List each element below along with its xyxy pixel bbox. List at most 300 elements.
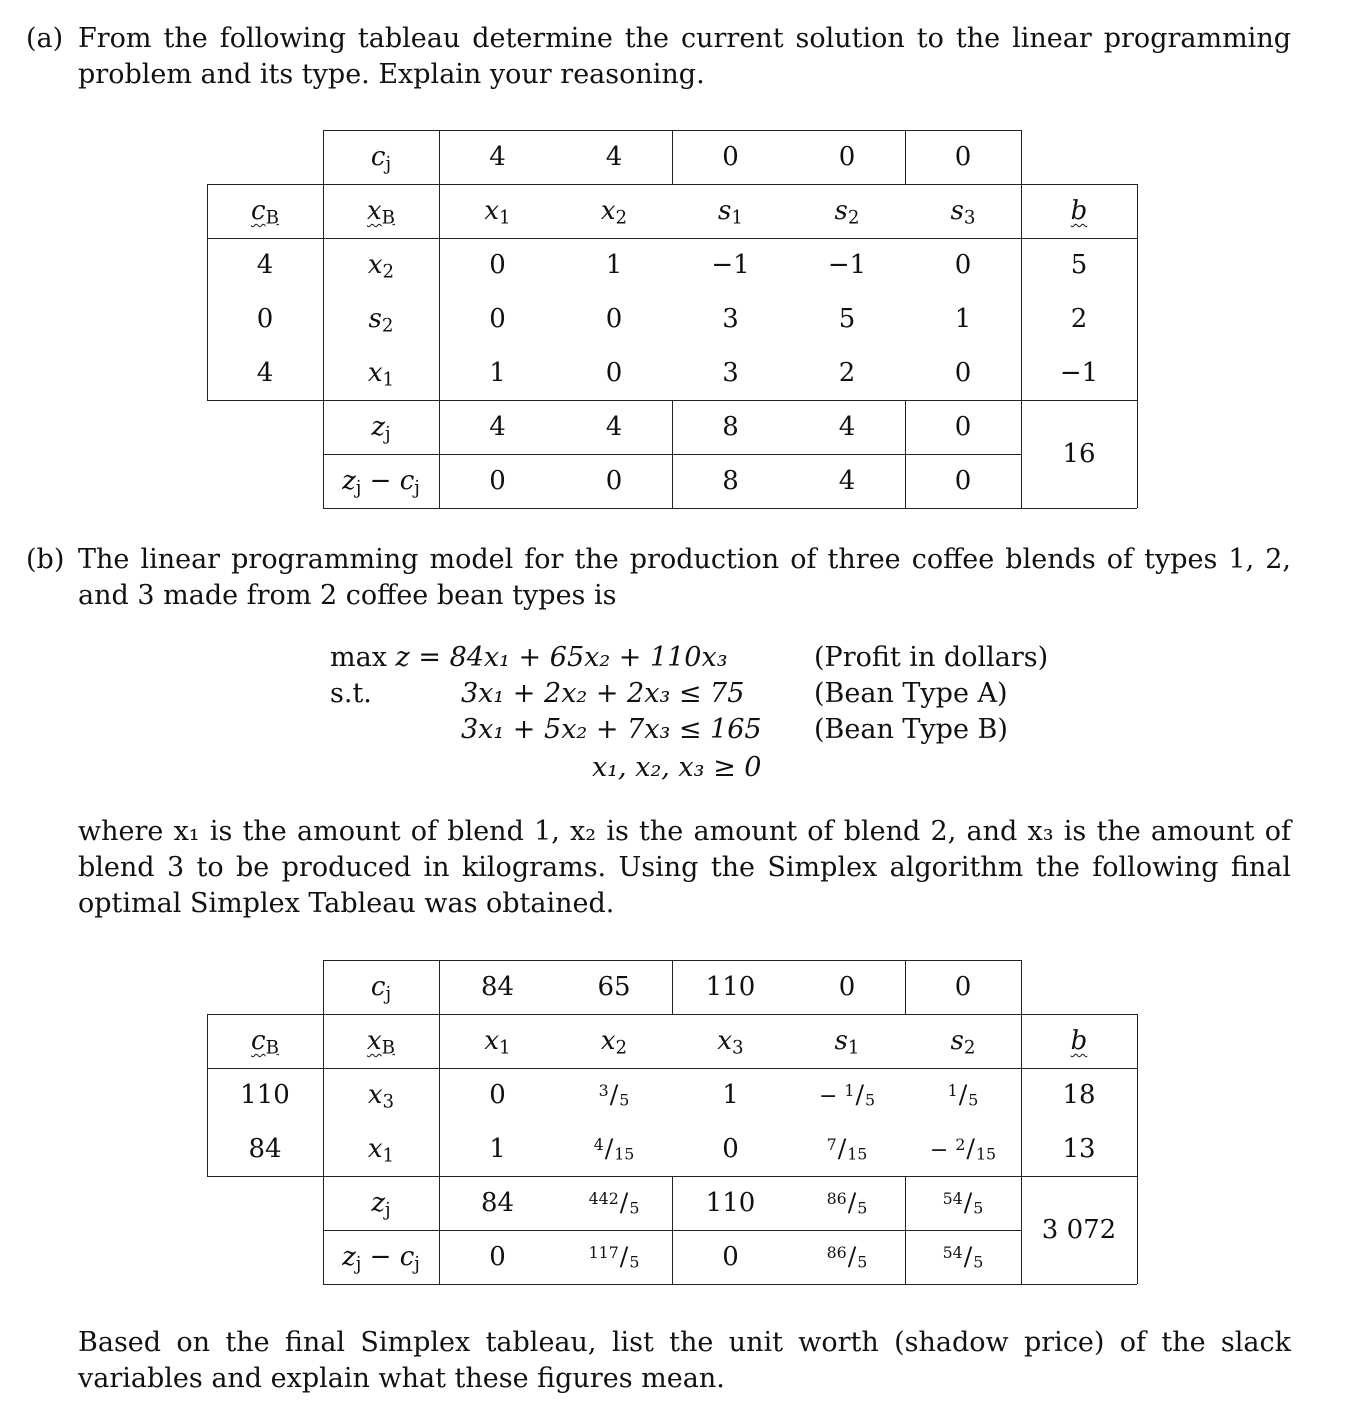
rhs-cell — [1021, 238, 1137, 292]
coefficient-cell — [556, 292, 672, 346]
variable-header — [484, 1026, 511, 1059]
basis-variable-letter: x — [367, 1134, 383, 1164]
grid-line — [439, 130, 440, 508]
coefficient: 0 — [954, 358, 972, 388]
coefficient: 1 — [489, 1134, 506, 1164]
xb-header-cell — [323, 1014, 439, 1068]
cj-label-letter: c — [370, 142, 386, 172]
zj-value — [589, 1188, 640, 1217]
xb-label-subscript: B — [381, 1037, 396, 1059]
cj-value: 0 — [954, 142, 972, 172]
variable-header-subscript: 3 — [963, 207, 976, 229]
zj-cell — [789, 400, 905, 454]
cj-value: 0 — [722, 142, 739, 172]
objective-value: 16 — [1062, 439, 1096, 469]
zj-cj-z — [342, 466, 362, 499]
zj-cell — [672, 1176, 789, 1230]
grid-line — [207, 1014, 1137, 1015]
zj-label — [371, 1188, 391, 1221]
coefficient-slash: / — [837, 1134, 847, 1164]
coefficient-cell — [672, 292, 789, 346]
coefficient: 0 — [722, 1134, 739, 1164]
zj-cj-minus: − — [361, 1242, 400, 1272]
coefficient-cell — [439, 1068, 556, 1122]
cj-label — [370, 972, 392, 1005]
variable-header-cell — [439, 184, 556, 238]
basis-variable-subscript: 1 — [382, 1145, 395, 1167]
zj-cj-z-subscript: j — [355, 1253, 362, 1275]
zj-cj-value: 0 — [489, 466, 506, 496]
coefficient-cell — [789, 238, 905, 292]
coefficient-cell — [905, 238, 1021, 292]
coefficient-cell — [672, 1122, 789, 1176]
zj-value: 8 — [722, 412, 739, 442]
zj-cj-value-denominator: 5 — [629, 1252, 640, 1272]
variable-header-letter: x — [484, 1026, 500, 1056]
grid-line — [905, 960, 906, 1014]
variable-header — [834, 1026, 860, 1059]
zj-cell — [439, 1176, 556, 1230]
cb-cell — [207, 1068, 323, 1122]
basis-variable-subscript: 1 — [382, 369, 395, 391]
zj-cj-value-numerator: 54 — [942, 1243, 963, 1263]
cj-cell — [439, 130, 556, 184]
zj-cj-z-letter: z — [342, 1242, 356, 1272]
cb-value: 84 — [248, 1134, 282, 1164]
cj-label-subscript: j — [385, 983, 392, 1005]
b-label: b — [1070, 1026, 1088, 1056]
coefficient-numerator: 4 — [593, 1135, 604, 1155]
zj-cj-value-slash: / — [619, 1242, 629, 1272]
variable-header — [600, 196, 628, 229]
zj-cj-label-cell — [323, 1230, 439, 1284]
variable-header — [718, 196, 743, 229]
cj-cell — [672, 130, 789, 184]
part-b-label: (b) — [26, 544, 65, 575]
model-nonnegativity: x₁, x₂, x₃ ≥ 0 — [592, 752, 762, 783]
cb-label-letter: c — [251, 1026, 266, 1056]
grid-line — [672, 960, 673, 1014]
grid-line — [207, 184, 208, 400]
basis-variable-letter: x — [367, 358, 383, 388]
zj-value-slash: / — [963, 1188, 973, 1218]
variable-header — [484, 196, 511, 229]
variable-header-subscript: 2 — [847, 207, 860, 229]
variable-header-cell — [905, 1014, 1021, 1068]
zj-cell — [905, 1176, 1021, 1230]
coefficient — [599, 1080, 630, 1109]
coefficient-denominator: 5 — [968, 1090, 979, 1110]
coefficient: −1 — [827, 250, 867, 280]
zj-cj-z — [342, 1242, 362, 1275]
cb-cell — [207, 238, 323, 292]
objective-value: 3 072 — [1041, 1215, 1117, 1245]
basis-cell — [323, 346, 439, 400]
cj-label-subscript: j — [385, 153, 392, 175]
basis-variable — [368, 304, 394, 337]
part-a-text: From the following tableau determine the current solution to the linear programming problem and its type. Explain your reasoning. — [78, 23, 1291, 90]
xb-label-letter: x — [366, 1026, 382, 1056]
basis-variable-letter: s — [368, 304, 382, 334]
cj-cell — [905, 130, 1021, 184]
variable-header-subscript: 1 — [499, 207, 511, 229]
grid-line — [1137, 1014, 1138, 1284]
cj-cell — [556, 960, 672, 1014]
objective-value-cell — [1021, 1176, 1137, 1284]
variable-header — [717, 1026, 744, 1059]
zj-value: 84 — [480, 1188, 515, 1218]
zj-cell — [789, 1176, 905, 1230]
zj-value-denominator: 5 — [973, 1198, 984, 1218]
zj-cj-c-letter: c — [399, 466, 415, 496]
zj-cj-z-subscript: j — [355, 477, 362, 499]
part-b-question — [26, 542, 1291, 614]
cj-value: 65 — [597, 972, 631, 1002]
zj-value — [827, 1188, 868, 1217]
rhs-value: 2 — [1070, 304, 1088, 334]
cb-header-cell — [207, 184, 323, 238]
coefficient-cell — [905, 1122, 1021, 1176]
coefficient-cell — [439, 292, 556, 346]
variable-header-letter: s — [950, 196, 964, 226]
coefficient-cell — [905, 292, 1021, 346]
zj-cj-cell — [905, 454, 1021, 508]
zj-label-subscript: j — [385, 423, 391, 445]
zj-cj-cell — [905, 1230, 1021, 1284]
variable-header-letter: x — [600, 1026, 616, 1056]
zj-label-cell — [323, 400, 439, 454]
xb-label-letter: x — [366, 196, 382, 226]
zj-cj-value-denominator: 5 — [857, 1252, 868, 1272]
coefficient: 3 — [722, 304, 739, 334]
zj-cj-value-numerator: 117 — [588, 1243, 619, 1263]
coefficient-numerator: 2 — [955, 1135, 966, 1155]
coefficient: 1 — [722, 1080, 739, 1110]
grid-line — [1021, 960, 1022, 1284]
coefficient: 0 — [605, 358, 623, 388]
coefficient-cell — [556, 1122, 672, 1176]
final-question — [26, 1325, 1291, 1397]
coefficient — [930, 1134, 996, 1163]
zj-cj-c — [399, 466, 420, 499]
zj-cj-cell — [672, 1230, 789, 1284]
model-note-bean-b: (Bean Type B) — [814, 714, 1008, 745]
zj-cj-value: 0 — [722, 1242, 739, 1272]
coefficient-denominator: 15 — [975, 1144, 997, 1164]
coefficient — [827, 1134, 868, 1163]
variable-header-subscript: 2 — [963, 1037, 976, 1059]
cb-label-letter: c — [251, 196, 266, 226]
coefficient-slash: / — [609, 1080, 619, 1110]
grid-line — [905, 130, 906, 184]
coefficient: −1 — [711, 250, 750, 280]
basis-variable — [367, 1134, 395, 1167]
coefficient — [819, 1080, 875, 1109]
zj-cj-value-denominator: 5 — [973, 1252, 984, 1272]
variable-header — [834, 196, 860, 229]
grid-line — [1137, 184, 1138, 508]
zj-label-cell — [323, 1176, 439, 1230]
coefficient-numerator: 7 — [826, 1135, 837, 1155]
model-objective-var: z — [395, 642, 410, 673]
variable-header-subscript: 3 — [732, 1037, 744, 1059]
variable-header-cell — [556, 1014, 672, 1068]
rhs-cell — [1021, 346, 1137, 400]
coefficient-cell — [905, 346, 1021, 400]
zj-cj-value — [827, 1242, 868, 1271]
zj-cj-label — [342, 466, 420, 499]
cb-cell — [207, 292, 323, 346]
variable-header-cell — [672, 1014, 789, 1068]
cj-cell — [905, 960, 1021, 1014]
coefficient: 0 — [605, 304, 623, 334]
basis-variable-subscript: 2 — [381, 315, 394, 337]
cj-value: 4 — [489, 142, 506, 172]
variable-header-cell — [905, 184, 1021, 238]
basis-variable-letter: x — [367, 250, 383, 280]
zj-value-numerator: 86 — [826, 1189, 847, 1209]
grid-line — [439, 960, 440, 1284]
coefficient-cell — [789, 1122, 905, 1176]
zj-value — [943, 1188, 984, 1217]
variable-header-subscript: 2 — [615, 1037, 628, 1059]
rhs-cell — [1021, 292, 1137, 346]
variable-header-letter: x — [484, 196, 500, 226]
xb-label — [366, 1026, 396, 1059]
zj-cell — [556, 400, 672, 454]
variable-header-letter: x — [717, 1026, 733, 1056]
b-header-cell — [1021, 1014, 1137, 1068]
zj-value-numerator: 442 — [588, 1189, 619, 1209]
cj-label — [370, 142, 392, 175]
coefficient-slash: / — [966, 1134, 975, 1164]
coefficient-numerator: 1 — [844, 1081, 855, 1101]
zj-cj-value: 8 — [722, 466, 739, 496]
cj-cell — [789, 960, 905, 1014]
zj-cj-value: 0 — [489, 1242, 506, 1272]
final-text: Based on the final Simplex tableau, list the unit worth (shadow price) of the slack variables and explain what these figures mean. — [78, 1327, 1291, 1394]
b-label: b — [1070, 196, 1088, 226]
zj-value-slash: / — [847, 1188, 857, 1218]
cj-label-cell — [323, 960, 439, 1014]
zj-value-numerator: 54 — [942, 1189, 963, 1209]
zj-value-slash: / — [619, 1188, 629, 1218]
coefficient-sign: − — [929, 1138, 956, 1164]
coefficient-sign: − — [818, 1084, 845, 1110]
model-objective: = 84x₁ + 65x₂ + 110x₃ — [418, 642, 728, 673]
zj-value: 0 — [954, 412, 972, 442]
zj-cj-label — [342, 1242, 420, 1275]
coefficient-cell — [439, 346, 556, 400]
coefficient-cell — [789, 346, 905, 400]
coefficient-slash: / — [604, 1134, 614, 1164]
coefficient-denominator: 15 — [614, 1144, 635, 1164]
zj-cj-value — [943, 1242, 984, 1271]
coefficient-cell — [439, 1122, 556, 1176]
variable-header-letter: s — [834, 1026, 848, 1056]
basis-cell — [323, 238, 439, 292]
rhs-value: −1 — [1059, 358, 1099, 388]
model-max: max — [330, 642, 387, 673]
zj-cj-c-subscript: j — [414, 1253, 420, 1275]
coefficient-cell — [556, 1068, 672, 1122]
coefficient: 3 — [722, 358, 739, 388]
coefficient: 2 — [838, 358, 856, 388]
cj-value: 84 — [480, 972, 515, 1002]
coefficient — [948, 1080, 979, 1109]
xb-label — [366, 196, 396, 229]
grid-line — [672, 130, 673, 184]
coefficient-cell — [556, 238, 672, 292]
variable-header-cell — [672, 184, 789, 238]
coefficient: 5 — [838, 304, 856, 334]
objective-value-cell — [1021, 400, 1137, 508]
b-header-cell — [1021, 184, 1137, 238]
zj-value: 4 — [605, 412, 623, 442]
model-constraint-a: 3x₁ + 2x₂ + 2x₃ ≤ 75 — [461, 678, 745, 709]
cb-label — [251, 196, 279, 229]
cb-label-subscript: B — [265, 207, 279, 229]
zj-value: 4 — [489, 412, 506, 442]
rhs-cell — [1021, 1068, 1137, 1122]
grid-line — [323, 508, 1137, 509]
zj-cell — [556, 1176, 672, 1230]
zj-label-subscript: j — [385, 1199, 391, 1221]
cj-cell — [439, 960, 556, 1014]
coefficient-denominator: 15 — [847, 1144, 868, 1164]
zj-cell — [439, 400, 556, 454]
zj-cj-c-subscript: j — [414, 477, 420, 499]
zj-cj-value-slash: / — [963, 1242, 973, 1272]
zj-cj-c — [399, 1242, 420, 1275]
basis-cell — [323, 1122, 439, 1176]
zj-cj-value: 0 — [605, 466, 623, 496]
zj-label-letter: z — [371, 1188, 386, 1218]
grid-line — [672, 400, 673, 508]
variable-header-cell — [439, 1014, 556, 1068]
zj-cj-value-slash: / — [847, 1242, 857, 1272]
grid-line — [207, 238, 1137, 239]
model-st: s.t. — [330, 678, 372, 709]
rhs-value: 18 — [1062, 1080, 1096, 1110]
grid-line — [905, 1176, 906, 1284]
xb-header-cell — [323, 184, 439, 238]
coefficient-cell — [672, 346, 789, 400]
coefficient-slash: / — [855, 1080, 864, 1110]
basis-cell — [323, 292, 439, 346]
coefficient-cell — [789, 1068, 905, 1122]
zj-cj-cell — [439, 454, 556, 508]
zj-cj-label-cell — [323, 454, 439, 508]
cb-value: 110 — [240, 1080, 290, 1110]
cj-value: 110 — [705, 972, 756, 1002]
grid-line — [207, 184, 1137, 185]
variable-header-subscript: 1 — [847, 1037, 860, 1059]
cj-value: 4 — [605, 142, 623, 172]
variable-header-letter: s — [718, 196, 732, 226]
coefficient-cell — [672, 1068, 789, 1122]
zj-cj-value: 0 — [954, 466, 972, 496]
xb-label-subscript: B — [381, 207, 396, 229]
model-note-profit: (Profit in dollars) — [814, 642, 1049, 673]
grid-line — [1021, 130, 1022, 508]
grid-line — [207, 1068, 1137, 1069]
zj-cell — [905, 400, 1021, 454]
grid-line — [905, 400, 906, 508]
zj-cj-value-numerator: 86 — [826, 1243, 847, 1263]
coefficient-cell — [905, 1068, 1021, 1122]
cj-cell — [672, 960, 789, 1014]
coefficient-cell — [556, 346, 672, 400]
zj-cj-cell — [556, 1230, 672, 1284]
variable-header — [950, 196, 976, 229]
coefficient: 0 — [489, 304, 506, 334]
cj-cell — [789, 130, 905, 184]
basis-variable — [367, 1080, 395, 1113]
grid-line — [323, 130, 324, 508]
zj-value: 4 — [838, 412, 856, 442]
zj-value: 110 — [705, 1188, 756, 1218]
cb-cell — [207, 1122, 323, 1176]
cb-cell — [207, 346, 323, 400]
zj-cj-cell — [672, 454, 789, 508]
grid-line — [323, 1284, 1137, 1285]
cj-value: 0 — [954, 972, 972, 1002]
zj-cj-value: 4 — [838, 466, 856, 496]
where-text: where x₁ is the amount of blend 1, x₂ is the amount of blend 2, and x₃ is the amount of blend 3 to be produced in kilograms. Using the Simplex algorithm the following final optimal Simplex Tableau was obtained. — [78, 816, 1291, 919]
basis-variable — [367, 358, 395, 391]
basis-variable-subscript: 3 — [382, 1091, 395, 1113]
coefficient-denominator: 5 — [864, 1090, 876, 1110]
grid-line — [323, 960, 324, 1284]
zj-cj-cell — [439, 1230, 556, 1284]
cb-label-subscript: B — [265, 1037, 279, 1059]
grid-line — [207, 1014, 208, 1176]
coefficient-cell — [439, 238, 556, 292]
variable-header-subscript: 1 — [499, 1037, 511, 1059]
zj-cj-z-letter: z — [342, 466, 356, 496]
cj-cell — [556, 130, 672, 184]
rhs-cell — [1021, 1122, 1137, 1176]
cb-header-cell — [207, 1014, 323, 1068]
variable-header-letter: s — [950, 1026, 964, 1056]
coefficient: 0 — [489, 250, 506, 280]
coefficient: 1 — [489, 358, 506, 388]
basis-cell — [323, 1068, 439, 1122]
cb-value: 4 — [256, 250, 274, 280]
variable-header-subscript: 1 — [731, 207, 743, 229]
coefficient-cell — [672, 238, 789, 292]
coefficient: 0 — [954, 250, 972, 280]
rhs-value: 5 — [1070, 250, 1088, 280]
zj-cj-cell — [789, 1230, 905, 1284]
basis-variable-subscript: 2 — [382, 261, 395, 283]
cj-value: 0 — [838, 142, 856, 172]
basis-variable-letter: x — [367, 1080, 383, 1110]
zj-cj-minus: − — [361, 466, 400, 496]
part-a-question — [26, 21, 1291, 93]
cj-label-letter: c — [370, 972, 386, 1002]
coefficient-denominator: 5 — [619, 1090, 630, 1110]
variable-header-cell — [789, 184, 905, 238]
cb-value: 0 — [256, 304, 274, 334]
cj-value: 0 — [838, 972, 856, 1002]
variable-header-cell — [556, 184, 672, 238]
coefficient — [594, 1134, 635, 1163]
model-note-bean-a: (Bean Type A) — [814, 678, 1008, 709]
zj-label-letter: z — [371, 412, 386, 442]
variable-header-letter: s — [834, 196, 848, 226]
